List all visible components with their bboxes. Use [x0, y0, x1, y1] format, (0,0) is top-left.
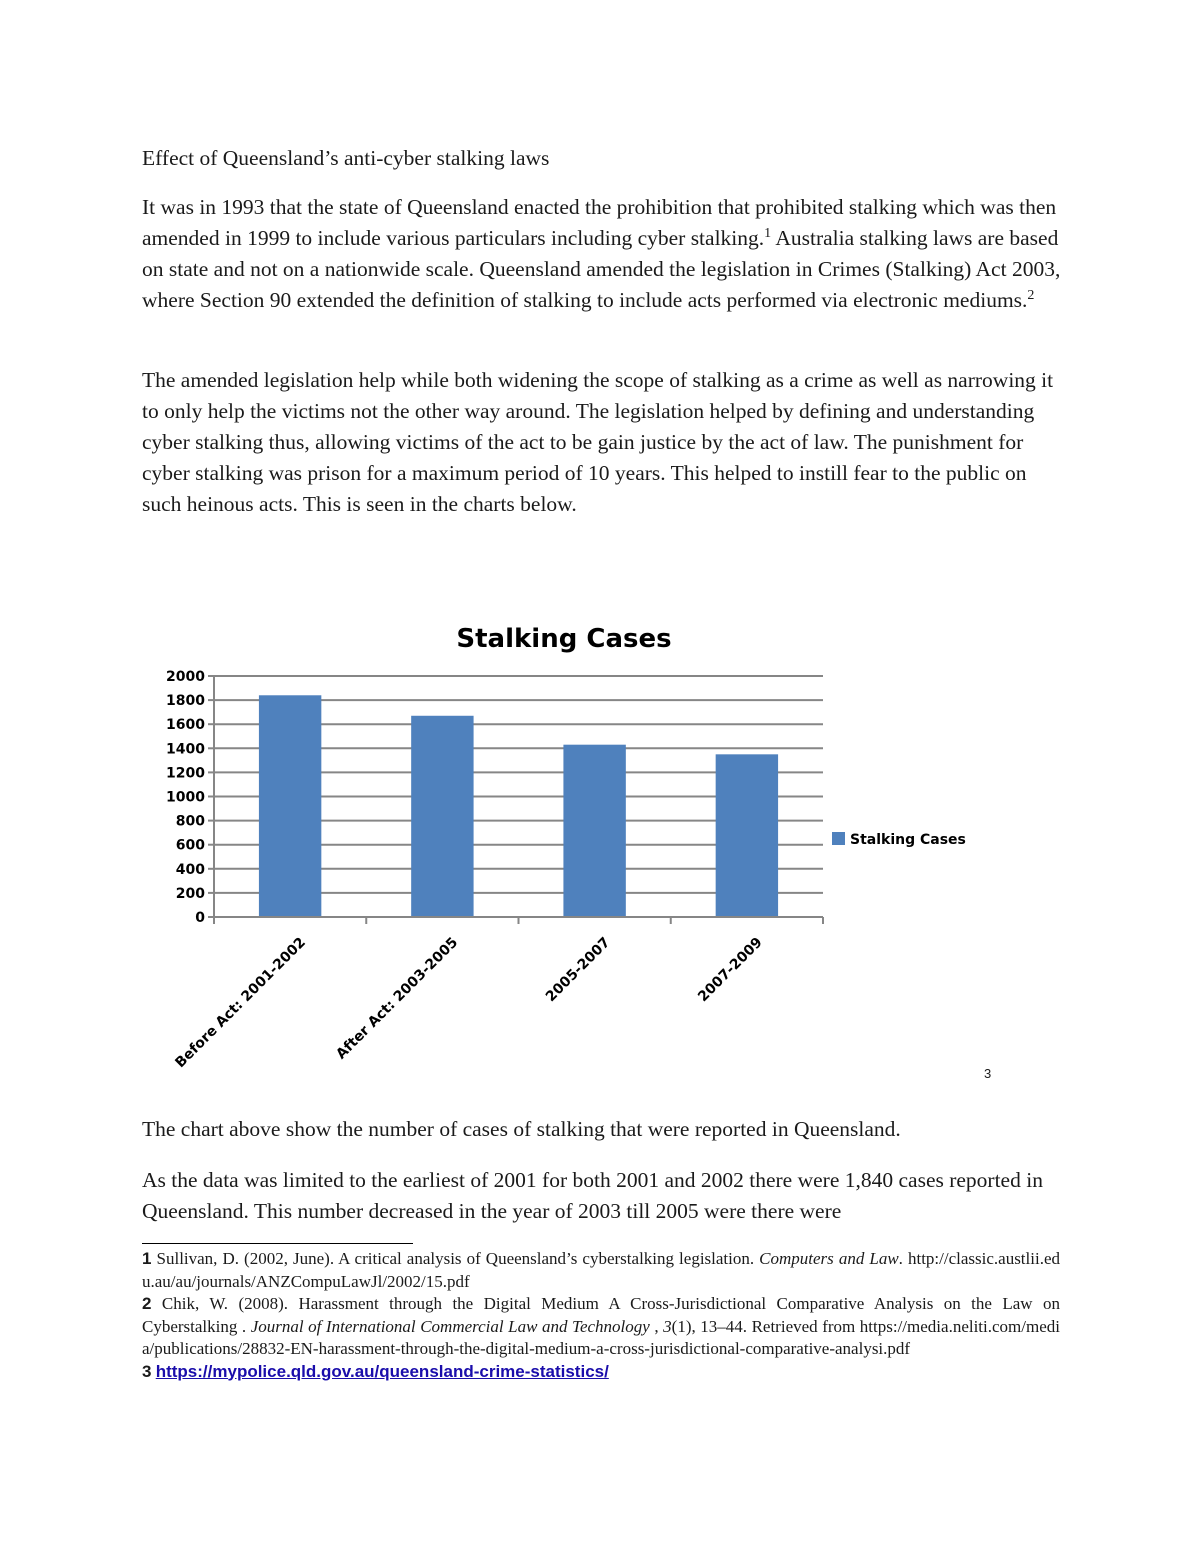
y-tick-label: 1400 — [166, 741, 205, 758]
paragraph-4 — [142, 1165, 1067, 1227]
section-heading: Effect of Queensland’s anti-cyber stalking laws — [142, 146, 550, 170]
footnote-3 — [142, 1361, 1060, 1384]
footnote-2-number: 2 — [142, 1294, 152, 1313]
paragraph-3 — [142, 1114, 1067, 1145]
x-category-label: Before Act: 2001-2002 — [172, 934, 309, 1072]
legend-swatch — [832, 832, 845, 845]
footnote-2-text: Chik, W. (2008). Harassment through the Digital Medium A Cross-Jurisdictional Comparative Analysis on the Law on Cyberstalking . — [142, 1294, 1060, 1336]
x-axis-categories — [172, 935, 765, 1072]
y-tick-label: 2000 — [166, 669, 205, 685]
paragraph-2 — [142, 365, 1067, 520]
y-tick-label: 200 — [175, 885, 205, 902]
footnote-1-after: . — [898, 1249, 908, 1268]
paragraph-1 — [142, 192, 1067, 316]
footnote-2-after: (1), 13–44. Retrieved from — [671, 1316, 860, 1336]
footnote-1-text: Sullivan, D. (2002, June). A critical analysis of Queensland’s cyberstalking legislation. — [151, 1249, 760, 1268]
y-tick-label: 1600 — [166, 717, 205, 734]
bar — [259, 695, 321, 917]
chart-legend — [832, 832, 966, 848]
footnote-1 — [142, 1248, 1060, 1293]
chart-title: Stalking Cases — [456, 624, 672, 654]
y-tick-label: 1200 — [166, 765, 205, 782]
paragraph-1-text-a: It was in 1993 that the state of Queensland enacted the prohibition that prohibited stalking which was then amended in 1999 to include various particulars including cyber stalking. — [142, 195, 1057, 250]
y-tick-label: 600 — [175, 837, 205, 854]
x-axis — [214, 917, 823, 924]
bar — [716, 754, 778, 917]
y-tick-label: 400 — [175, 861, 205, 878]
y-tick-label: 1000 — [166, 789, 205, 806]
paragraph-4-text: As the data was limited to the earliest of 2001 for both 2001 and 2002 there were 1,840 cases reported in Queensland. This number decreased in the year of 2003 till 2005 were there were — [142, 1168, 1043, 1223]
footnote-2-volume: 3 — [663, 1316, 672, 1336]
footnote-ref-1[interactable]: 1 — [764, 225, 772, 241]
footnote-2-journal: Journal of International Commercial Law and Technology — [250, 1316, 650, 1336]
y-tick-label: 1800 — [166, 693, 205, 710]
x-category-label: After Act: 2003-2005 — [333, 934, 462, 1063]
paragraph-2-text: The amended legislation help while both widening the scope of stalking as a crime as well as narrowing it to only help the victims not the other way around. The legislation helped by defining and understanding cyber stalking thus, allowing victims of the act to be gain justice by the act of law. The punishment for cyber stalking was prison for a maximum period of 10 years. This helped to instill fear to the public on such heinous acts. This is seen in the charts below. — [142, 368, 1054, 516]
x-category-label: 2007-2009 — [695, 934, 766, 1006]
footnote-2-url: https://media.neliti.com/media/publications/28832-EN-harassment-through-the-digital-medium-a-cross-jurisdictional-comparative-analysi.pdf — [142, 1316, 1060, 1358]
y-axis-ticks — [166, 669, 205, 926]
footnote-2 — [142, 1293, 1060, 1361]
footnote-2-vol-sep: , — [649, 1316, 664, 1336]
footnote-1-url: http://classic.austlii.edu.au/au/journals/ANZCompuLawJl/2002/15.pdf — [142, 1249, 1060, 1291]
footnote-1-number: 1 — [142, 1249, 152, 1268]
x-category-label: 2005-2007 — [542, 934, 614, 1006]
footnotes — [142, 1248, 1060, 1383]
y-tick-label: 0 — [195, 910, 205, 926]
chart-bars — [259, 695, 778, 917]
footnote-ref-2[interactable]: 2 — [1027, 287, 1035, 303]
y-tick-label: 800 — [175, 813, 205, 830]
footnote-separator — [142, 1243, 413, 1244]
paragraph-3-text: The chart above show the number of cases of stalking that were reported in Queensland. — [142, 1117, 901, 1141]
footnote-1-journal: Computers and Law — [759, 1249, 899, 1268]
footnote-3-number: 3 — [142, 1361, 152, 1381]
legend-label: Stalking Cases — [850, 832, 966, 848]
bar — [411, 716, 473, 917]
paragraph-1-text-b: Australia stalking laws are based on state and not on a nationwide scale. Queensland amended the legislation in Crimes (Stalking) Act 2003, where Section 90 extended the definition of stalking to include acts performed via electronic mediums. — [142, 226, 1061, 312]
footnote-3-link[interactable]: https://mypolice.qld.gov.au/queensland-crime-statistics/ — [155, 1361, 609, 1381]
stalking-cases-chart — [140, 610, 1020, 1090]
chart-source-ref: 3 — [984, 1066, 992, 1081]
bar — [563, 745, 625, 917]
